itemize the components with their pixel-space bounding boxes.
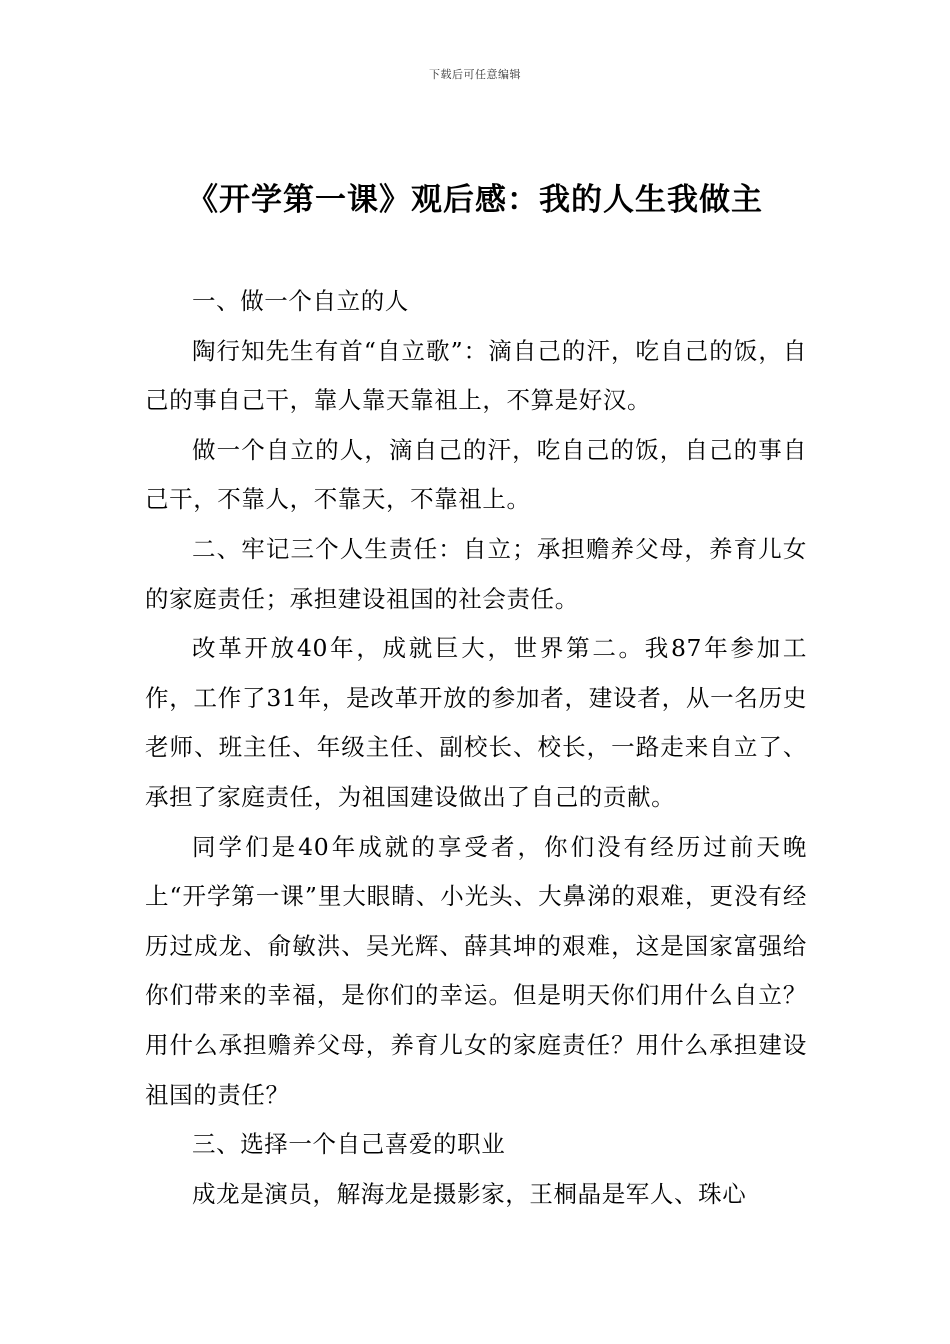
paragraph: 改革开放40年，成就巨大，世界第二。我87年参加工作，工作了31年，是改革开放的参加者，建设者，从一名历史老师、班主任、年级主任、副校长、校长，一路走来自立了、承担了家庭责任，为祖国建设做出了自己的贡献。: [145, 634, 807, 811]
paragraph: 做一个自立的人，滴自己的汗，吃自己的饭，自己的事自己干，不靠人，不靠天，不靠祖上。: [145, 435, 807, 514]
paragraph: 陶行知先生有首“自立歌”：滴自己的汗，吃自己的饭，自己的事自己干，靠人靠天靠祖上，不算是好汉。: [145, 336, 807, 415]
header-note: 下载后可任意编辑: [429, 68, 521, 81]
section-heading-1: 一、做一个自立的人: [192, 287, 409, 315]
paragraph: 同学们是40年成就的享受者，你们没有经历过前天晚上“开学第一课”里大眼睛、小光头、大鼻涕的艰难，更没有经历过成龙、俞敏洪、吴光辉、薛其坤的艰难，这是国家富强给你们带来的幸福，是你们的幸运。但是明天你们用什么自立？用什么承担赡养父母，养育儿女的家庭责任？用什么承担建设祖国的责任？: [145, 832, 807, 1109]
section-heading-2: 二、牢记三个人生责任：自立；承担赡养父母，养育儿女的家庭责任；承担建设祖国的社会责任。: [145, 534, 807, 613]
document-title: 《开学第一课》观后感：我的人生我做主: [187, 182, 763, 218]
paragraph: 成龙是演员，解海龙是摄影家，王桐晶是军人、珠心: [192, 1179, 747, 1208]
section-heading-3: 三、选择一个自己喜爱的职业: [192, 1130, 506, 1159]
document-body: [145, 277, 807, 1219]
